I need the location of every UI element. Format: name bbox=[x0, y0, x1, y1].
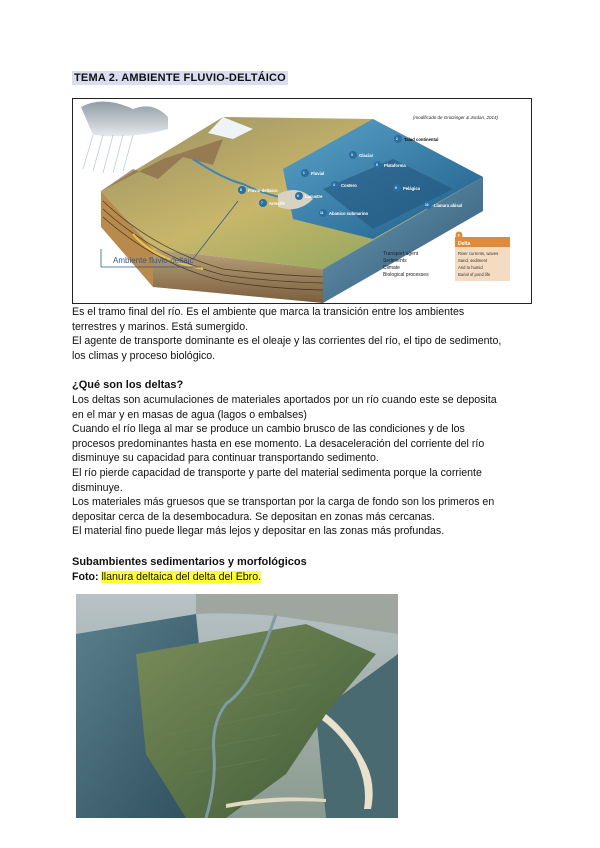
text-line: disminuye su capacidad para continuar transportando sedimento. bbox=[72, 452, 379, 465]
intro-paragraph bbox=[72, 305, 532, 363]
svg-text:11: 11 bbox=[320, 211, 324, 215]
aerial-photo bbox=[76, 594, 398, 818]
legend-row-2: Sediments bbox=[383, 258, 407, 264]
photo-caption bbox=[72, 571, 261, 583]
text-line: El río pierde capacidad de transporte y parte del material sedimenta porque la corriente bbox=[72, 466, 482, 479]
svg-text:3: 3 bbox=[351, 153, 353, 157]
map-label-10: Llanura abisal bbox=[434, 203, 463, 208]
svg-text:4: 4 bbox=[333, 183, 335, 187]
callout-label: Ambiente fluvio-deltaic bbox=[113, 256, 194, 265]
legend-box-row-3: Arid to humid bbox=[458, 265, 483, 270]
text-line: depositar cerca de la desembocadura. Se depositan en zonas más cercanas. bbox=[72, 510, 435, 523]
photo-caption-highlight: llanura deltaica del delta del Ebro. bbox=[101, 571, 262, 583]
heading-deltas: ¿Qué son los deltas? bbox=[72, 379, 184, 391]
legend-box-row-2: Sand, sediment bbox=[458, 258, 488, 263]
svg-text:7: 7 bbox=[261, 201, 263, 205]
figure-credit: (modificado de Grotzinger & Jordan, 2014) bbox=[413, 115, 499, 120]
map-label-7: Arrecife bbox=[269, 201, 285, 206]
legend-row-4: Biological processes bbox=[383, 272, 429, 278]
map-label-1: Fluvial bbox=[311, 171, 325, 176]
text-line: en el mar y en masas de agua (lagos o embalses) bbox=[72, 408, 307, 421]
text-line: terrestres y marinos. Está sumergido. bbox=[72, 320, 249, 333]
map-label-9: Pelágico bbox=[403, 186, 421, 191]
svg-text:8: 8 bbox=[240, 188, 242, 192]
map-label-6: Lacustre bbox=[305, 194, 323, 199]
deltas-paragraph bbox=[72, 393, 532, 539]
svg-text:2: 2 bbox=[396, 137, 398, 141]
legend-row-3: Climate bbox=[383, 265, 400, 271]
text-line: Es el tramo final del río. Es el ambiente que marca la transición entre los ambientes bbox=[72, 306, 465, 318]
map-label-8: Fluvio-deltaico bbox=[248, 188, 278, 193]
map-label-4: Costero bbox=[341, 183, 357, 188]
text-line: El agente de transporte dominante es el oleaje y las corrientes del río, el tipo de sedimento, bbox=[72, 335, 502, 348]
text-line: procesos predominantes hasta en ese momento. La desaceleración del corriente del río bbox=[72, 437, 485, 450]
legend-row-1: Transport agent bbox=[383, 251, 419, 257]
svg-text:10: 10 bbox=[425, 203, 429, 207]
photo-label: Foto: bbox=[72, 571, 99, 583]
legend-box-title: Delta bbox=[458, 241, 471, 247]
svg-text:9: 9 bbox=[395, 186, 397, 190]
map-label-5: Plataforma bbox=[384, 163, 406, 168]
map-label-2: Talud continental bbox=[404, 137, 439, 142]
svg-text:1: 1 bbox=[303, 171, 305, 175]
svg-text:5: 5 bbox=[376, 163, 378, 167]
text-line: Los deltas son acumulaciones de materiales aportados por un río cuando este se deposita bbox=[72, 394, 497, 406]
sedimentary-environments-figure bbox=[72, 98, 532, 304]
text-line: Cuando el río llega al mar se produce un cambio brusco de las condiciones y de los bbox=[72, 423, 465, 436]
map-label-3: Glaciar bbox=[359, 153, 374, 158]
legend-box-row-1: River currents, waves bbox=[458, 251, 499, 256]
legend-box-num: 8 bbox=[457, 233, 460, 238]
heading-subambientes: Subambientes sedimentarios y morfológicos bbox=[72, 556, 307, 568]
page-title: TEMA 2. AMBIENTE FLUVIO-DELTÁICO bbox=[74, 72, 286, 84]
ebro-delta-photo bbox=[76, 594, 398, 818]
text-line: Los materiales más gruesos que se transportan por la carga de fondo son los primeros en bbox=[72, 496, 495, 509]
block-diagram bbox=[73, 99, 531, 303]
map-label-11: Abanico submarino bbox=[329, 211, 369, 216]
text-line: disminuye. bbox=[72, 481, 123, 494]
legend-box-row-4: Burial of pond life bbox=[458, 272, 491, 277]
text-line: los climas y proceso biológico. bbox=[72, 349, 216, 362]
svg-text:6: 6 bbox=[297, 194, 299, 198]
text-line: El material fino puede llegar más lejos y depositar en las zonas más profundas. bbox=[72, 525, 445, 538]
